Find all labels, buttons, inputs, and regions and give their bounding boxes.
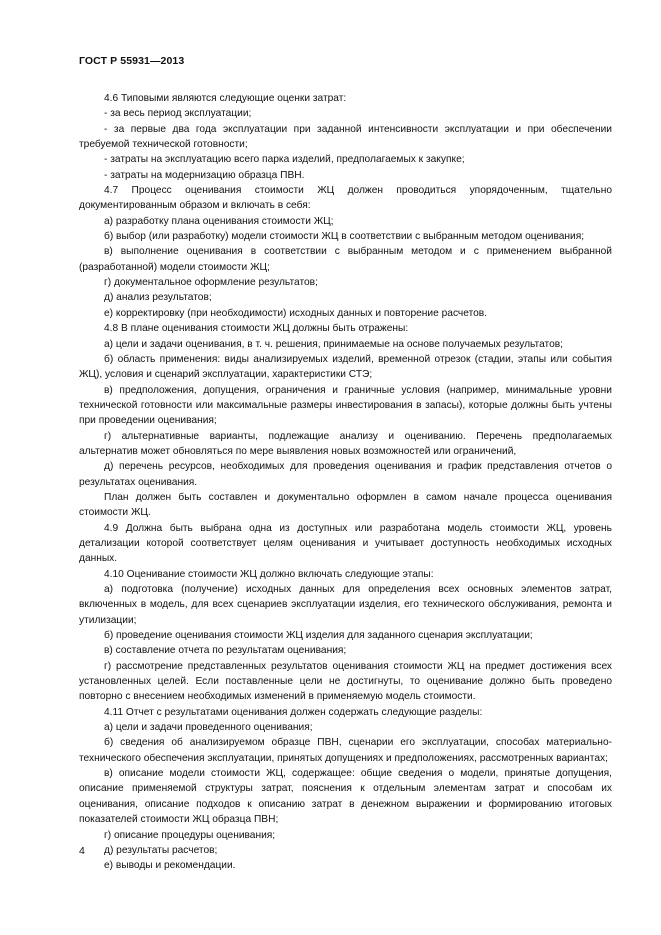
list-item: в) составление отчета по результатам оценивания; xyxy=(104,645,347,657)
paragraph-4-11: 4.11 Отчет с результатами оценивания должен содержать следующие разделы: xyxy=(104,706,483,718)
list-item: г) описание процедуры оценивания; xyxy=(104,829,276,841)
list-item: е) корректировку (при необходимости) исходных данных и повторение расчетов. xyxy=(104,307,488,319)
list-item: а) цели и задачи проведенного оценивания; xyxy=(104,722,313,734)
list-item: - за первые два года эксплуатации при заданной интенсивности эксплуатации и при обеспечении требуемой технической готовности; xyxy=(79,123,612,151)
paragraph-4-10: 4.10 Оценивание стоимости ЖЦ должно включать следующие этапы: xyxy=(104,568,434,580)
list-item: г) рассмотрение представленных результатов оценивания стоимости ЖЦ на предмет достижения всех установленных целей. Если поставленные цели не достигнуты, то оценивание должно быть проведено повторно с внесением необходимых изменений в применяемую модель стоимости. xyxy=(79,660,612,703)
list-item: г) документальное оформление результатов; xyxy=(104,277,318,289)
list-item: а) разработку плана оценивания стоимости ЖЦ; xyxy=(104,215,334,227)
list-item: б) область применения: виды анализируемых изделий, временной отрезок (стадии, этапы или события ЖЦ), условия и сценарий эксплуатации, характеристики СТЭ; xyxy=(79,353,612,381)
list-item: в) предположения, допущения, ограничения и граничные условия (например, минимальные уровни технической готовности или максимальные размеры инвестирования в запасы), которые должны быть учтены при проведении оценивания; xyxy=(79,384,612,427)
list-item: д) анализ результатов; xyxy=(104,292,212,304)
list-item: б) сведения об анализируемом образце ПВН, сценарии его эксплуатации, способах материально-технического обеспечения эксплуатации, принятых допущениях и предположениях, рассмотренных вариантах; xyxy=(79,737,612,764)
paragraph-4-9: 4.9 Должна быть выбрана одна из доступных или разработана модель стоимости ЖЦ, уровень детализации которой соответствует целям оценивания и учитывает доступность необходимых исходных данных. xyxy=(79,522,612,565)
list-item: в) описание модели стоимости ЖЦ, содержащее: общие сведения о модели, принятые допущения, описание применяемой структуры затрат, пояснения к отдельным элементам затрат и способам их оценивания, описание подходов к описанию затрат в денежном выражении и формированию итоговых показателей стоимости ЖЦ образца ПВН; xyxy=(79,768,612,826)
paragraph-plan: План должен быть составлен и документально оформлен в самом начале процесса оценивания стоимости ЖЦ. xyxy=(79,491,612,519)
list-item: д) перечень ресурсов, необходимых для проведения оценивания и график представления отчетов о результатах оценивания. xyxy=(79,461,612,488)
page-header-standard-title: ГОСТ Р 55931—2013 xyxy=(79,55,185,67)
paragraph-4-8: 4.8 В плане оценивания стоимости ЖЦ должны быть отражены: xyxy=(104,323,409,335)
paragraph-4-6: 4.6 Типовыми являются следующие оценки затрат: xyxy=(104,93,347,104)
list-item: а) подготовка (получение) исходных данных для определения всех основных элементов затрат, включенных в модель, для всех сценариев эксплуатации изделия, его технического обслуживания, ремонта и утилизации; xyxy=(79,584,612,626)
list-item: - затраты на эксплуатацию всего парка изделий, предполагаемых к закупке; xyxy=(104,154,465,166)
list-item: а) цели и задачи оценивания, в т. ч. решения, принимаемые на основе получаемых результатов; xyxy=(104,338,564,350)
list-item: д) результаты расчетов; xyxy=(104,844,218,856)
list-item: - затраты на модернизацию образца ПВН. xyxy=(104,169,305,181)
document-body xyxy=(79,91,612,874)
list-item: б) проведение оценивания стоимости ЖЦ изделия для заданного сценария эксплуатации; xyxy=(104,630,533,642)
paragraph-4-7: 4.7 Процесс оценивания стоимости ЖЦ должен проводиться упорядоченным, тщательно документированным образом и включать в себя: xyxy=(79,185,612,212)
list-item: - за весь период эксплуатации; xyxy=(104,108,252,120)
list-item: б) выбор (или разработку) модели стоимости ЖЦ в соответствии с выбранным методом оценивания; xyxy=(104,231,585,243)
list-item: е) выводы и рекомендации. xyxy=(104,860,236,872)
list-item: г) альтернативные варианты, подлежащие анализу и оцениванию. Перечень предполагаемых альтернатив может обновляться по мере выявления новых возможностей или ограничений, xyxy=(79,430,612,457)
list-item: в) выполнение оценивания в соответствии с выбранным методом и с применением выбранной (разработанной) модели стоимости ЖЦ; xyxy=(79,246,612,273)
page-number: 4 xyxy=(79,845,85,857)
